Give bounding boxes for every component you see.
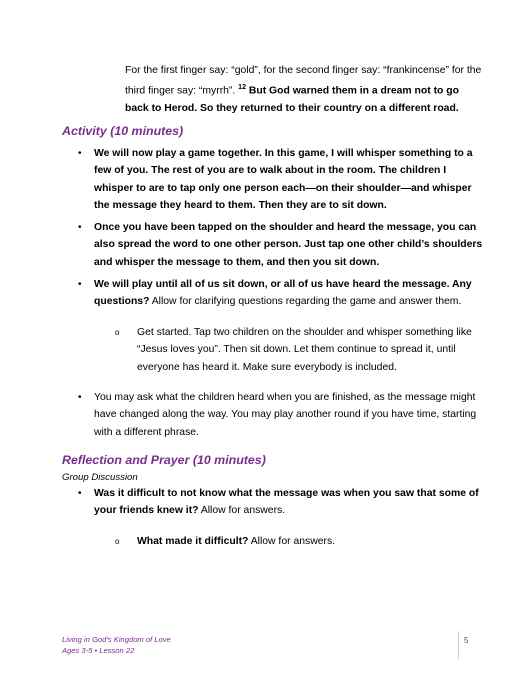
list-item	[78, 276, 488, 311]
bullet-icon: •	[78, 222, 82, 233]
intro-paragraph	[125, 62, 485, 117]
reflection-sub-bullet-1	[125, 533, 488, 550]
bullet-icon: •	[78, 488, 82, 499]
activity-sub-bullet-1: Get started. Tap two children on the shoulder and whisper something like “Jesus loves you”. Then sit down. Let them continue to spread it, until everyone has heard it. Make sure everybody is included.	[137, 327, 472, 373]
reflection-bullet-1-rest: Allow for answers.	[198, 505, 286, 517]
list-item	[115, 324, 488, 376]
list-item	[78, 389, 488, 441]
page-number: 5	[464, 636, 469, 645]
footer-divider	[458, 631, 459, 659]
group-discussion-subheading: Group Discussion	[62, 472, 138, 483]
activity-bullet-3	[94, 276, 488, 311]
intro-text: For the first finger say: “gold”, for the second finger say: “frankincense” for the third finger say: “myrrh”.	[125, 65, 482, 97]
activity-bullet-4: You may ask what the children heard when you are finished, as the message might have changed along the way. You may play another round if you have time, starting with a different phrase.	[94, 392, 477, 438]
bullet-icon: •	[78, 148, 82, 159]
activity-heading: Activity (10 minutes)	[62, 124, 184, 138]
footer-lesson: Ages 3-5 • Lesson 22	[62, 646, 135, 655]
reflection-bullet-1	[94, 485, 488, 520]
bullet-icon: •	[78, 392, 82, 403]
activity-bullet-2: Once you have been tapped on the shoulder and heard the message, you can also spread the word to one other person. Just tap one other child’s shoulders and whisper the message to them, and then you sit down.	[94, 222, 483, 268]
intro-bold-text: But God warned them in a dream not to go back to Herod. So they returned to their country on a different road.	[125, 85, 459, 115]
activity-bullet-3-bold: We will play until all of us sit down, or all of us have heard the message. Any questions?	[94, 279, 472, 308]
reflection-heading: Reflection and Prayer (10 minutes)	[62, 453, 266, 467]
list-item	[78, 219, 488, 271]
verse-number: 12	[238, 84, 246, 92]
reflection-sub-bullet-1-rest: Allow for answers.	[248, 536, 336, 547]
list-item	[78, 485, 488, 520]
activity-bullet-3-rest: Allow for clarifying questions regarding the game and answer them.	[149, 296, 462, 308]
circle-bullet-icon: o	[115, 328, 120, 337]
activity-bullet-1: We will now play a game together. In this game, I will whisper something to a few of you. The rest of you are to walk about in the room. The children I whisper to are to tap only one person each—on their shoulder—and whisper the message they heard to them. Then they are to sit down.	[94, 148, 473, 211]
reflection-sub-bullet-1-bold: What made it difficult?	[137, 536, 249, 547]
page-footer	[62, 634, 171, 656]
list-item	[115, 533, 488, 550]
bullet-icon: •	[78, 279, 82, 290]
list-item	[78, 145, 488, 214]
footer-title: Living in God’s Kingdom of Love	[62, 635, 171, 644]
reflection-bullet-1-bold: Was it difficult to not know what the message was when you saw that some of your friends knew it?	[94, 488, 479, 517]
circle-bullet-icon: o	[115, 537, 120, 546]
